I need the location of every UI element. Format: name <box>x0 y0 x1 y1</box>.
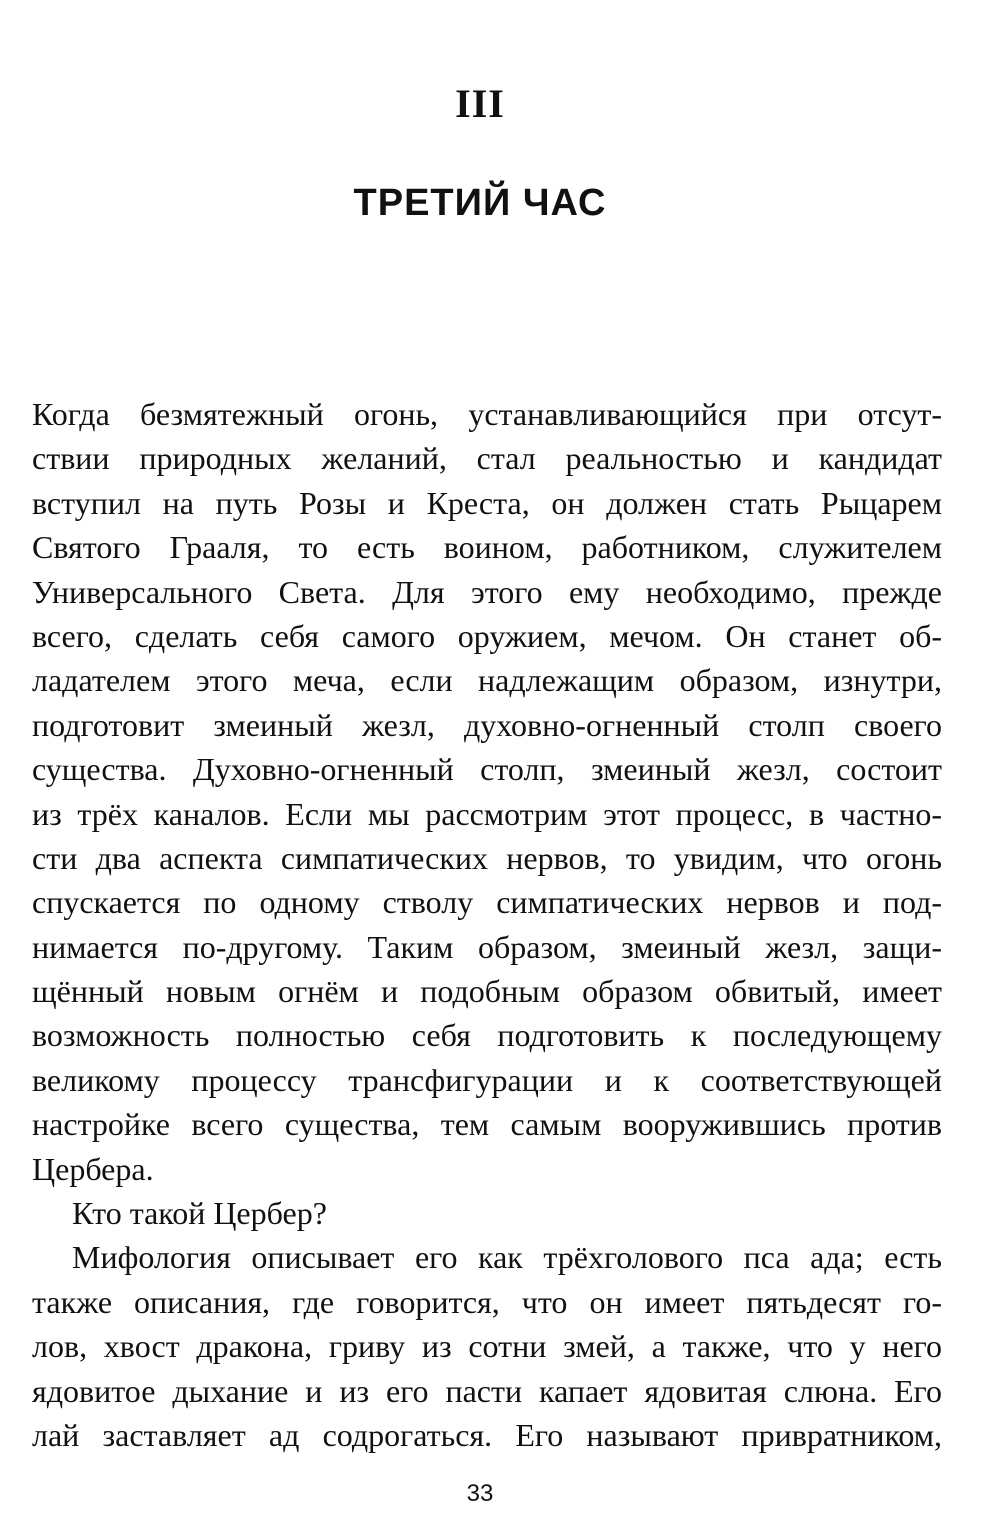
text-line: великому процессу трансфигурации и к соответствующей <box>32 1061 942 1098</box>
text-line: ладателем этого меча, если надлежащим образом, изнутри, <box>32 662 942 699</box>
text-line: лов, хвост дракона, гриву из сотни змей, а также, что у него <box>32 1328 942 1365</box>
page-number: 33 <box>466 1480 494 1507</box>
text-line: возможность полностью себя подготовить к последующему <box>32 1017 942 1054</box>
text-line: всего, сделать себя самого оружием, мечом. Он станет об- <box>32 617 942 654</box>
text-line: сти два аспекта симпатических нервов, то увидим, что огонь <box>32 839 942 876</box>
text-line: также описания, где говорится, что он имеет пятьдесят го- <box>32 1283 942 1320</box>
text-line: настройке всего существа, тем самым вооружившись против <box>32 1106 942 1143</box>
body-text <box>32 392 942 1457</box>
text-line: ствии природных желаний, стал реальностью и кандидат <box>32 440 942 477</box>
chapter-title: ТРЕТИЙ ЧАС <box>353 182 607 224</box>
chapter-number: III <box>455 81 505 126</box>
text-line: из трёх каналов. Если мы рассмотрим этот процесс, в частно- <box>32 795 942 832</box>
text-line: существа. Духовно-огненный столп, змеиный жезл, состоит <box>32 751 942 788</box>
text-line: спускается по одному стволу симпатических нервов и под- <box>32 884 942 921</box>
text-line: подготовит змеиный жезл, духовно-огненный столп своего <box>32 706 942 743</box>
text-line: Цербера. <box>32 1150 154 1187</box>
text-line: лай заставляет ад содрогаться. Его называют привратником, <box>32 1416 942 1453</box>
text-line: вступил на путь Розы и Креста, он должен стать Рыцарем <box>32 484 942 521</box>
text-line: щённый новым огнём и подобным образом обвитый, имеет <box>32 973 942 1010</box>
text-line: ядовитое дыхание и из его пасти капает ядовитая слюна. Его <box>32 1372 942 1409</box>
text-line: Кто такой Цербер? <box>72 1195 327 1232</box>
text-line: Мифология описывает его как трёхголового пса ада; есть <box>72 1239 942 1276</box>
text-line: Универсального Света. Для этого ему необходимо, прежде <box>32 573 942 610</box>
text-line: Когда безмятежный огонь, устанавливающийся при отсут- <box>32 396 942 432</box>
text-line: Святого Грааля, то есть воином, работником, служителем <box>32 529 942 566</box>
text-line: нимается по-другому. Таким образом, змеиный жезл, защи- <box>32 928 942 965</box>
